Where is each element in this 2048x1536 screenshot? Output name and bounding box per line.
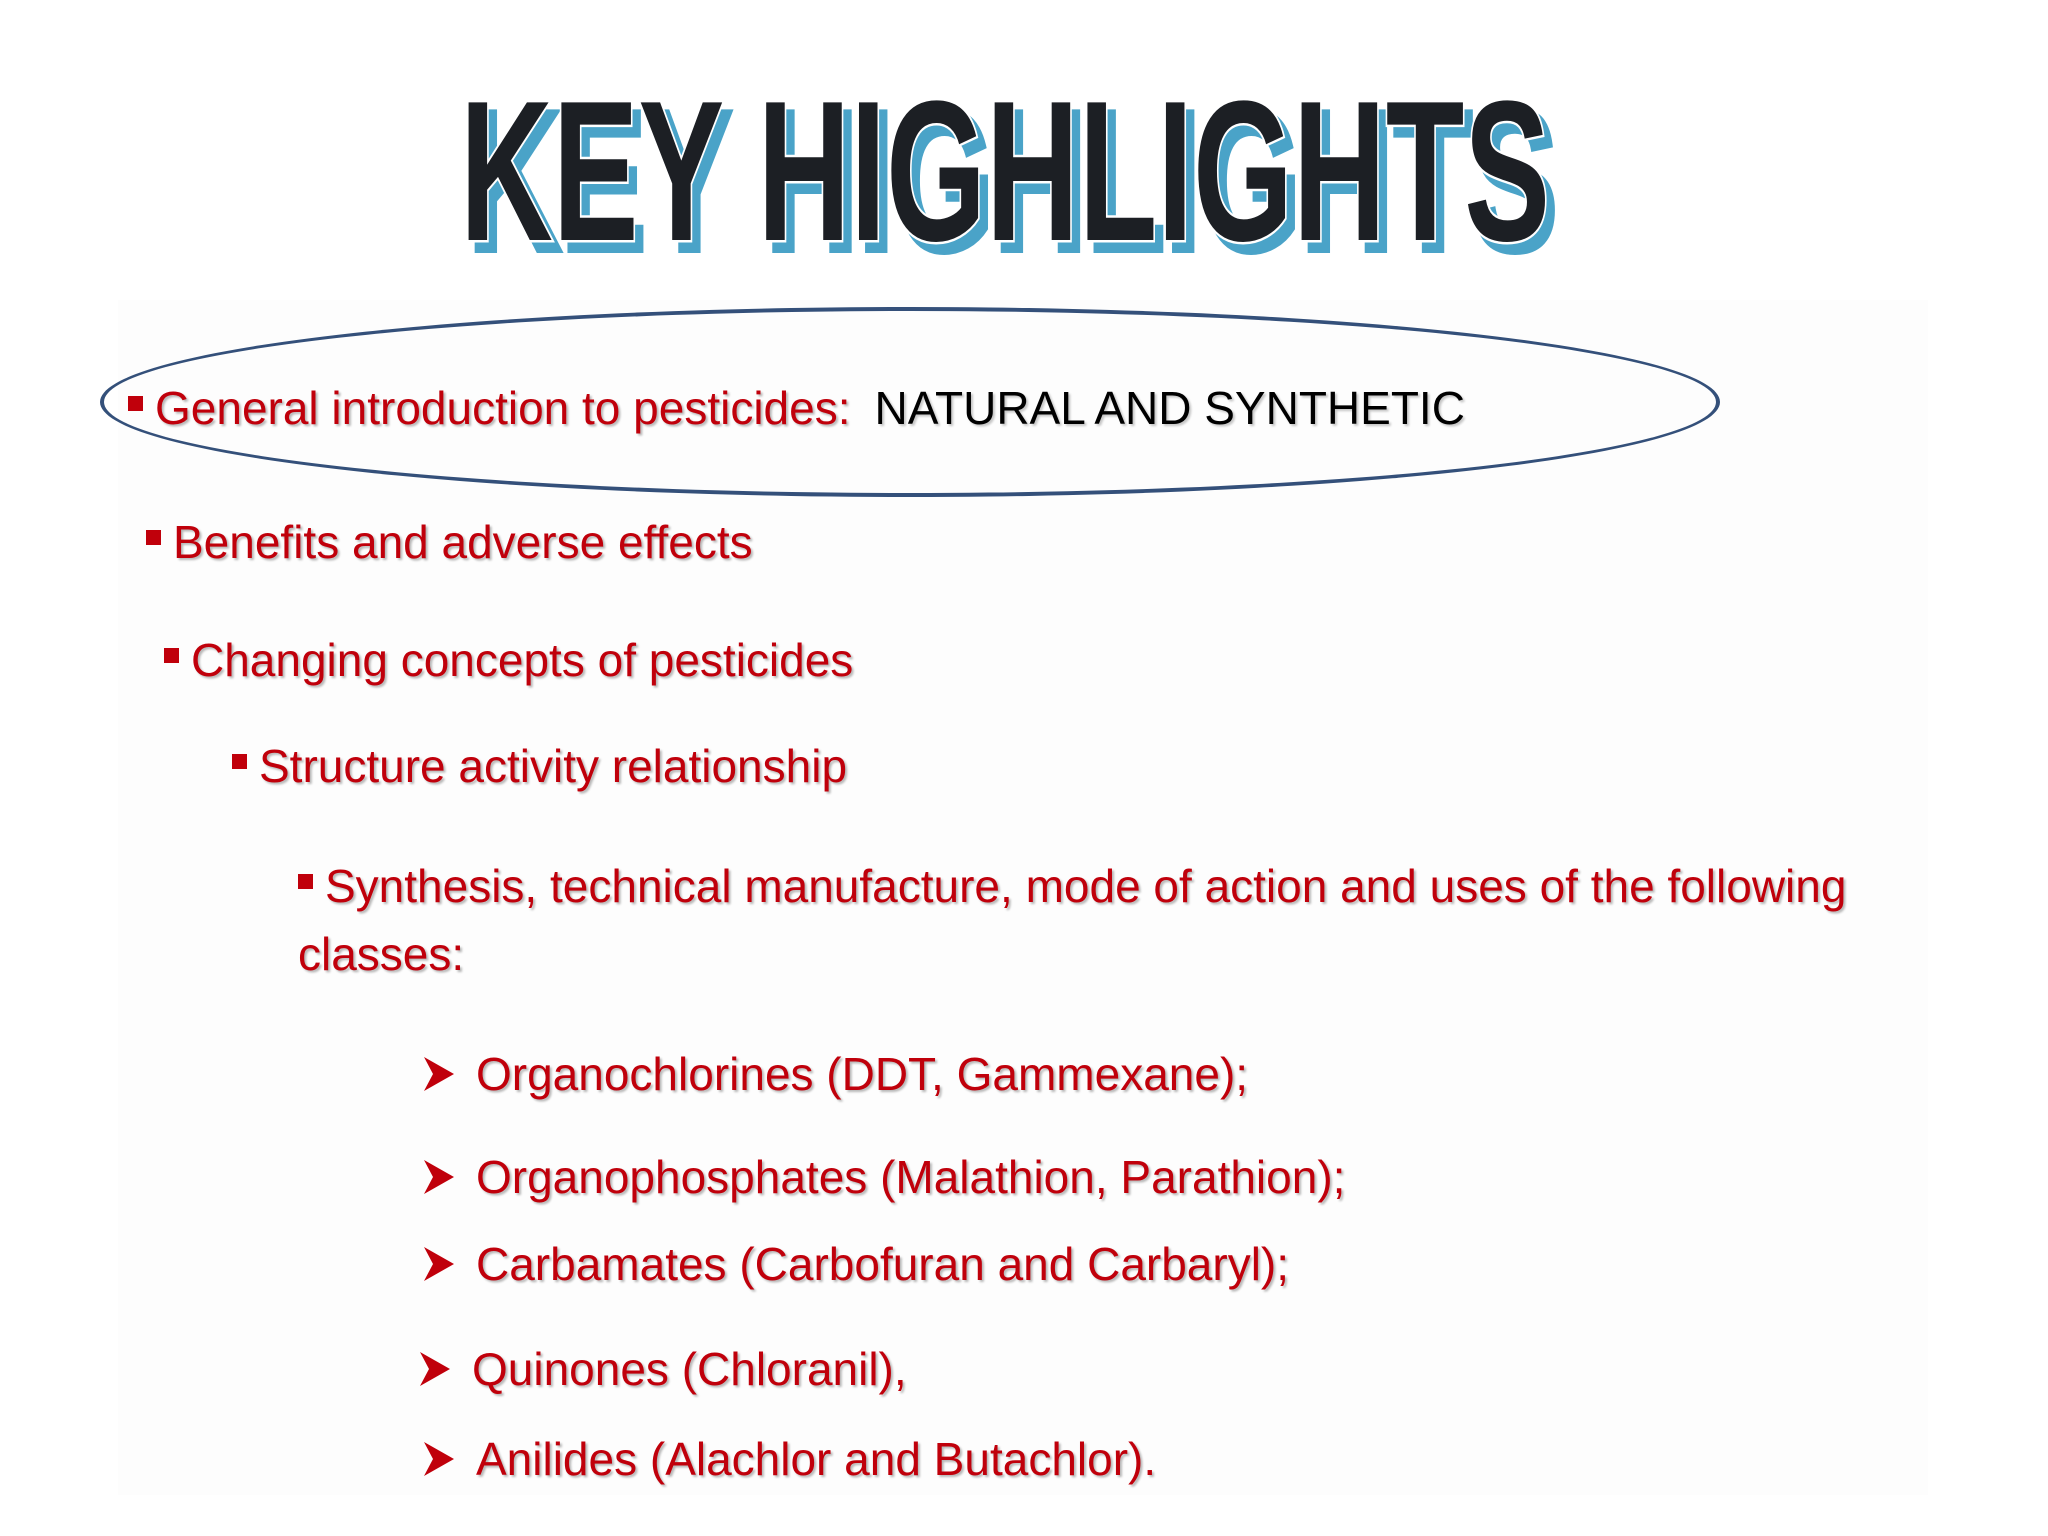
arrow-bullet-icon (420, 1352, 450, 1386)
bullet-item-intro (128, 374, 1465, 442)
slide-title (440, 40, 1570, 280)
bullet-label: Benefits and adverse effects (173, 516, 753, 568)
square-bullet-icon (232, 754, 247, 769)
sub-bullet-organochlorines (424, 1040, 1248, 1108)
arrow-bullet-icon (424, 1442, 454, 1476)
square-bullet-icon (298, 874, 313, 889)
sub-bullet-anilides (424, 1425, 1156, 1493)
bullet-item-benefits (146, 508, 753, 576)
bullet-label: Structure activity relationship (259, 740, 848, 792)
title-shadow-text: KEY HIGHLIGHTS (468, 70, 1558, 280)
square-bullet-icon (128, 396, 143, 411)
sub-bullet-label: Anilides (Alachlor and Butachlor). (476, 1433, 1157, 1485)
sub-bullet-label: Carbamates (Carbofuran and Carbaryl); (476, 1238, 1290, 1290)
arrow-bullet-icon (424, 1247, 454, 1281)
square-bullet-icon (146, 530, 161, 545)
bullet-item-concepts (164, 626, 853, 694)
sub-bullet-label: Organophosphates (Malathion, Parathion); (476, 1151, 1346, 1203)
bullet-label: Changing concepts of pesticides (191, 634, 854, 686)
sub-bullet-label: Organochlorines (DDT, Gammexane); (476, 1048, 1249, 1100)
bullet-label: Synthesis, technical manufacture, mode of action and uses of the following classes: (298, 860, 1847, 980)
sub-bullet-carbamates (424, 1230, 1289, 1298)
arrow-bullet-icon (424, 1160, 454, 1194)
sub-bullet-quinones (420, 1335, 907, 1403)
square-bullet-icon (164, 648, 179, 663)
bullet-label: General introduction to pesticides: (155, 382, 851, 434)
title-wordart (440, 40, 1570, 280)
bullet-item-synthesis (298, 852, 1898, 988)
sub-bullet-label: Quinones (Chloranil), (472, 1343, 907, 1395)
bullet-item-sar (232, 732, 847, 800)
arrow-bullet-icon (424, 1057, 454, 1091)
bullet-emphasis: NATURAL AND SYNTHETIC (874, 382, 1465, 434)
sub-bullet-organophosphates (424, 1143, 1345, 1211)
title-text: KEY HIGHLIGHTS (460, 60, 1550, 280)
